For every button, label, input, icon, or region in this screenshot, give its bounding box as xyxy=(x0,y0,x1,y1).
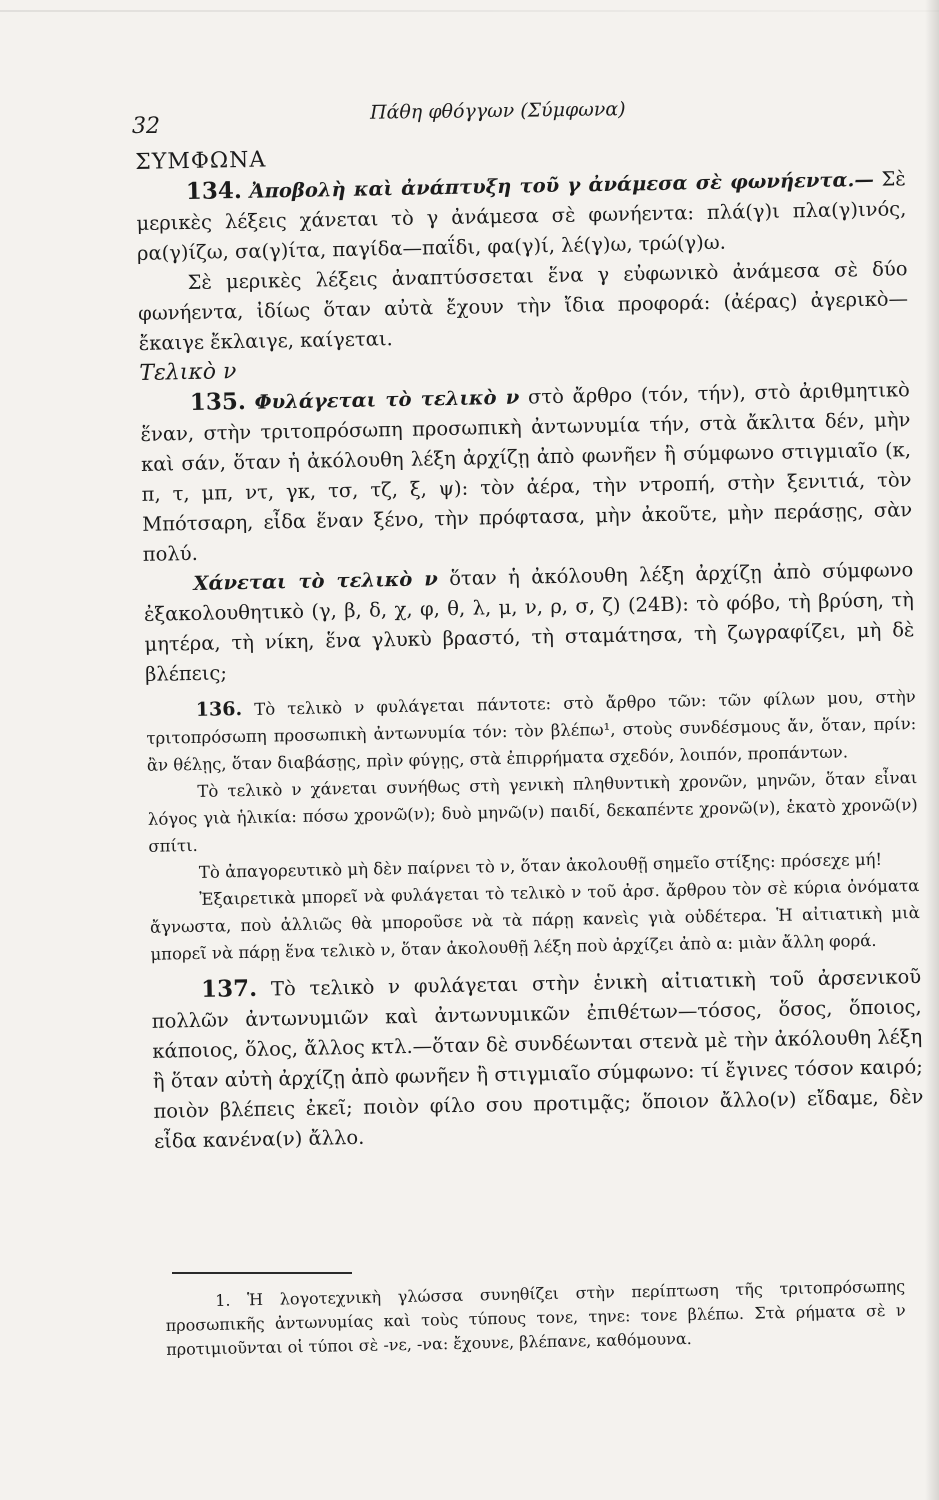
paragraph-heading: Φυλάγεται τὸ τελικὸ ν xyxy=(254,385,520,414)
footnote-divider xyxy=(172,1272,352,1274)
paragraph-number: 137. xyxy=(200,974,258,1003)
paragraph-134 xyxy=(136,163,908,269)
paragraph-text: Τὸ τελικὸ ν φυλάγεται πάντοτε: στὸ ἄρθρο τῶν: τῶν φίλων μου, στὴν τριτοπρόσωπη προσωπικὴ ἀντωνυμία τόν: τὸν βλέπω¹, στοὺς συνδέσμους ἄν, ὅταν, πρίν: ἂν θέλῃς, ὅταν διαβάσῃς, πρὶν φύγῃς, στὰ ἐπιρρήματα σχεδόν, λοιπόν, προπάντων. xyxy=(146,687,917,775)
footnote-text: 1. Ἡ λογοτεχνικὴ γλώσσα συνηθίζει στὴν περίπτωση τῆς τριτοπρόσωπης προσωπικῆς ἀντωνυμίας καὶ τοὺς τύπους τονε, τηνε: τονε βλέπω. Στὰ ρήματα σὲ ν προτιμιοῦνται οἱ τύποι σὲ -νε, -να: ἔχουνε, βλέπανε, καθόμουνα. xyxy=(165,1276,906,1359)
running-head: Πάθη φθόγγων (Σύμφωνα) xyxy=(369,98,626,124)
paragraph-135-second xyxy=(143,555,915,690)
paragraph-heading: Ἀποβολὴ καὶ ἀνάπτυξη τοῦ γ ἀνάμεσα σὲ φωνήεντα.— xyxy=(249,167,875,203)
footnote xyxy=(165,1275,906,1362)
paragraph-136 xyxy=(146,683,921,968)
paragraph-136-second: Τὸ τελικὸ ν χάνεται συνήθως στὴ γενικὴ πληθυντικὴ χρονῶν, μηνῶν, ὅταν εἶναι λόγος γιὰ ἡλικία: πόσω χρονῶ(ν); δυὸ μηνῶ(ν) παιδί, δεκαπέντε χρονῶ(ν), ἑκατὸ χρονῶ(ν) σπίτι. xyxy=(147,768,918,856)
body-text xyxy=(135,133,924,1157)
paragraph-136-fourth: Ἐξαιρετικὰ μπορεῖ νὰ φυλάγεται τὸ τελικὸ ν τοῦ ἀρσ. ἄρθρου τὸν σὲ κύρια ὀνόματα ἄγνωστα, ποὺ ἀλλιῶς θὰ μποροῦσε νὰ τὰ πάρῃ κανεὶς γιὰ οὐδέτερα. Ἡ αἰτιατικὴ μιὰ μπορεῖ νὰ πάρῃ ἕνα τελικὸ ν, ὅταν ἀκολουθῇ λέξη ποὺ ἀρχίζει ἀπὸ α: μιὰν ἄλλη φορά. xyxy=(149,876,921,964)
paragraph-text: στὸ ἄρθρο (τόν, τήν), στὸ ἀριθμητικὸ ἕναν, στὴν τριτοπρόσωπη προσωπικὴ ἀντωνυμία τήν, στὰ ἄκλιτα δέν, μὴν καὶ σάν, ὅταν ἡ ἀκόλουθη λέξη ἀρχίζῃ ἀπὸ φωνῆεν ἢ σύμφωνο στιγμιαῖο (κ, π, τ, μπ, ντ, γκ, τσ, τζ, ξ, ψ): τὸν ἀέρα, τὴν ντροπή, στὴν ξενιτιά, τὸν Μπότσαρη, εἶδα ἕναν ξένο, τὴν πρόφτασα, μὴν ἀκοῦτε, μὴν περάσῃς, σὰν πολύ. xyxy=(140,378,913,566)
paragraph-number: 134. xyxy=(185,176,243,206)
paragraph-text: Σὲ μερικὲς λέξεις χάνεται τὸ γ ἀνάμεσα σὲ φωνήεντα: πλά(γ)ι πλα(γ)ινός, ρα(γ)ίζω, σα(γ)ίτα, παγίδα—παΐδι, φα(γ)ί, λέ(γ)ω, τρώ(γ)ω. xyxy=(136,167,907,265)
paragraph-text: ὅταν ἡ ἀκόλουθη λέξη ἀρχίζῃ ἀπὸ σύμφωνο ἐξακολουθητικὸ (γ, β, δ, χ, φ, θ, λ, μ, ν, ρ, σ, ζ) (24Β): τὸ φόβο, τὴ βρύση, τὴ μητέρα, τὴ νίκη, ἕνα γλυκὺ βραστό, τὴ σταμάτησα, τὴ ζωγραφίζει, μὴ δὲ βλέπεις; xyxy=(143,558,915,686)
paragraph-number: 135. xyxy=(189,387,247,416)
paragraph-number: 136. xyxy=(195,698,243,721)
paragraph-heading: Χάνεται τὸ τελικὸ ν xyxy=(193,567,438,595)
subheading-final-n: Τελικὸ ν xyxy=(139,359,237,386)
paragraph-135 xyxy=(140,374,913,570)
paragraph-text: Τὸ τελικὸ ν φυλάγεται στὴν ἑνικὴ αἰτιατικὴ τοῦ ἀρσενικοῦ πολλῶν ἀντωνυμιῶν καὶ ἀντωνυμικῶν ἐπιθέτων—τόσος, ὅσος, ὅποιος, κάποιος, ὅλος, ἄλλος κτλ.—ὅταν δὲ συνδέωνται στενὰ μὲ τὴν ἀκόλουθη λέξη ἢ ὅταν αὐτὴ ἀρχίζῃ ἀπὸ φωνῆεν ἢ στιγμιαῖο σύμφωνο: τί ἔγινες τόσον καιρό; ποιὸν βλέπεις ἐκεῖ; ποιὸν φίλο σου προτιμᾷς; ὅποιον ἄλλο(ν) εἴδαμε, δὲν εἶδα κανένα(ν) ἄλλο. xyxy=(151,965,924,1153)
paragraph-134-continued: Σὲ μερικὲς λέξεις ἀναπτύσσεται ἕνα γ εὐφωνικὸ ἀνάμεσα σὲ δύο φωνήεντα, ἰδίως ὅταν αὐτὰ ἔχουν τὴν ἴδια προφορά: (ἀέρας) ἀγερικὸ—ἔκαιγε ἔκλαιγε, καίγεται. xyxy=(137,257,909,355)
scan-edge-top xyxy=(0,10,939,12)
paragraph-137 xyxy=(151,961,924,1157)
page-number: 32 xyxy=(132,114,160,139)
section-title: ΣΥΜΦΩΝΑ xyxy=(135,147,267,175)
paragraph-136-third: Τὸ ἀπαγορευτικὸ μὴ δὲν παίρνει τὸ ν, ὅταν ἀκολουθῇ σημεῖο στίξης: πρόσεχε μή! xyxy=(198,849,883,882)
scan-edge-right xyxy=(925,0,939,1500)
paragraph-136-first xyxy=(146,683,917,779)
